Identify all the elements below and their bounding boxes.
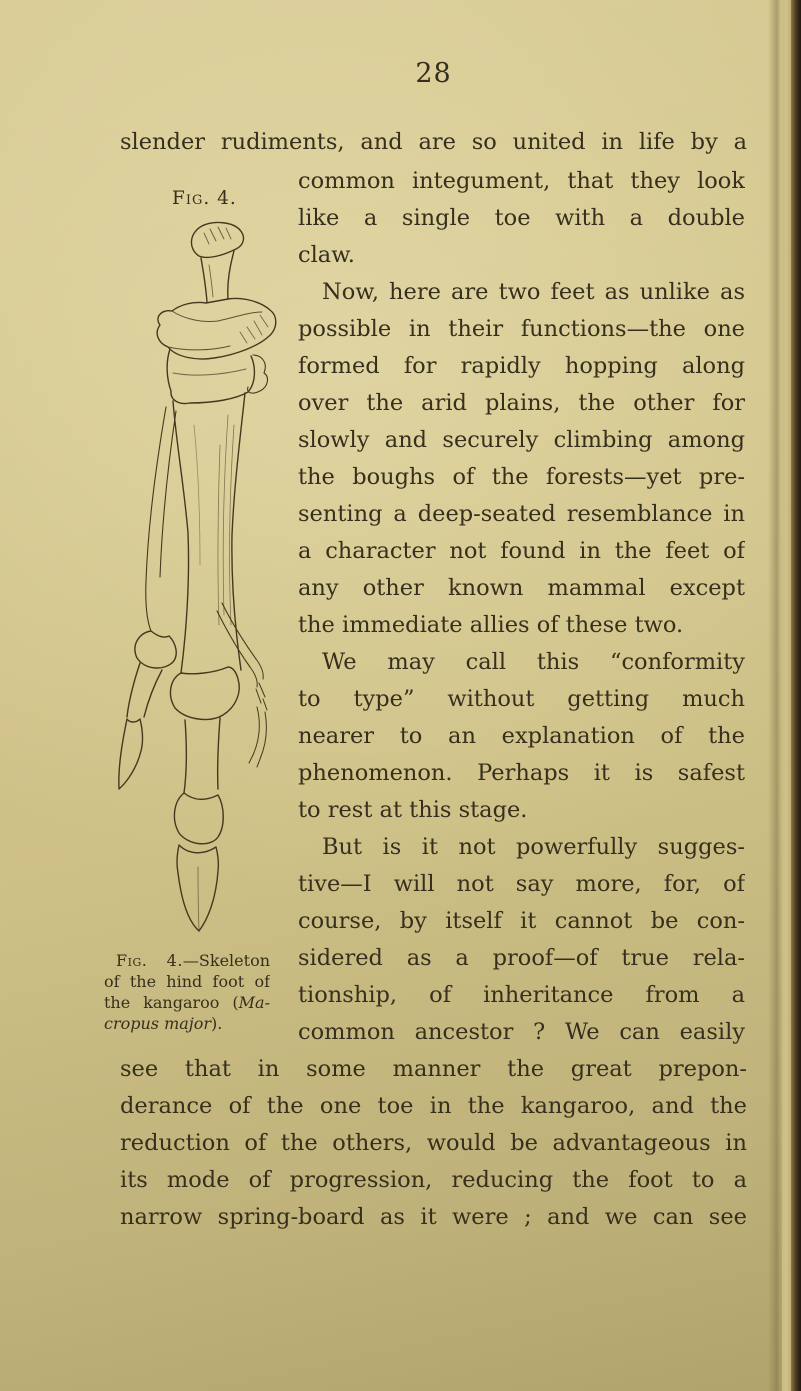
- body-text-line: senting a deep-seated resemblance in: [298, 501, 745, 527]
- body-text-line: tionship, of inheritance from a: [298, 982, 745, 1008]
- body-text-line: phenomenon. Perhaps it is safest: [298, 760, 745, 786]
- figure-caption-line: the kangaroo (Ma-: [104, 993, 270, 1012]
- body-text-line: But is it not powerfully sugges-: [322, 834, 745, 860]
- body-text-line: its mode of progression, reducing the foot to a: [120, 1167, 747, 1193]
- species-name-italic: Ma-: [238, 993, 270, 1012]
- figure-caption-line: cropus major).: [104, 1014, 223, 1033]
- body-text-line: like a single toe with a double: [298, 205, 745, 231]
- body-text-line: common ancestor ? We can easily: [298, 1019, 745, 1045]
- body-text-line: sidered as a proof—of true rela-: [298, 945, 745, 971]
- figure-caption-line: of the hind foot of: [104, 972, 270, 991]
- body-text-line: tive—I will not say more, for, of: [298, 871, 745, 897]
- body-text-line: the boughs of the forests—yet pre-: [298, 464, 745, 490]
- body-text-line: the immediate allies of these two.: [298, 612, 684, 638]
- body-text-line: nearer to an explanation of the: [298, 723, 745, 749]
- figure-label: Fig. 4.: [172, 188, 237, 209]
- species-name-italic: cropus major: [104, 1014, 212, 1033]
- book-edge-shadow: [791, 0, 801, 1391]
- body-text-line: claw.: [298, 242, 355, 268]
- body-text-line: reduction of the others, would be advantageous in: [120, 1130, 747, 1156]
- right-text-column: [298, 163, 745, 1051]
- body-text-line: We may call this “conformity: [322, 649, 745, 675]
- figure-caption-line: Fig. 4.—Skeleton: [116, 951, 270, 970]
- body-text-line: slowly and securely climbing among: [298, 427, 745, 453]
- body-text-line: possible in their functions—the one: [298, 316, 745, 342]
- body-text-line: over the arid plains, the other for: [298, 390, 745, 416]
- body-text-line: see that in some manner the great prepon-: [120, 1056, 747, 1082]
- body-text-line: any other known mammal except: [298, 575, 745, 601]
- page-number: 28: [415, 58, 452, 89]
- body-text-line: to rest at this stage.: [298, 797, 528, 823]
- figure-caption: [104, 950, 270, 1034]
- body-text-line: common integument, that they look: [298, 168, 745, 194]
- body-text-line: Now, here are two feet as unlike as: [322, 279, 745, 305]
- body-text-line: derance of the one toe in the kangaroo, and the: [120, 1093, 747, 1119]
- body-text-line: course, by itself it cannot be con-: [298, 908, 745, 934]
- kangaroo-hind-foot-skeleton-illustration: [110, 215, 300, 935]
- body-text-line: formed for rapidly hopping along: [298, 353, 745, 379]
- bottom-text-block: [120, 1051, 747, 1236]
- body-text-line: slender rudiments, and are so united in life by a: [120, 129, 747, 155]
- figure-caption-fig-number: Fig. 4.: [116, 951, 183, 970]
- body-text-line: narrow spring-board as it were ; and we can see: [120, 1204, 747, 1230]
- body-text-line: to type” without getting much: [298, 686, 745, 712]
- body-text-line: a character not found in the feet of: [298, 538, 745, 564]
